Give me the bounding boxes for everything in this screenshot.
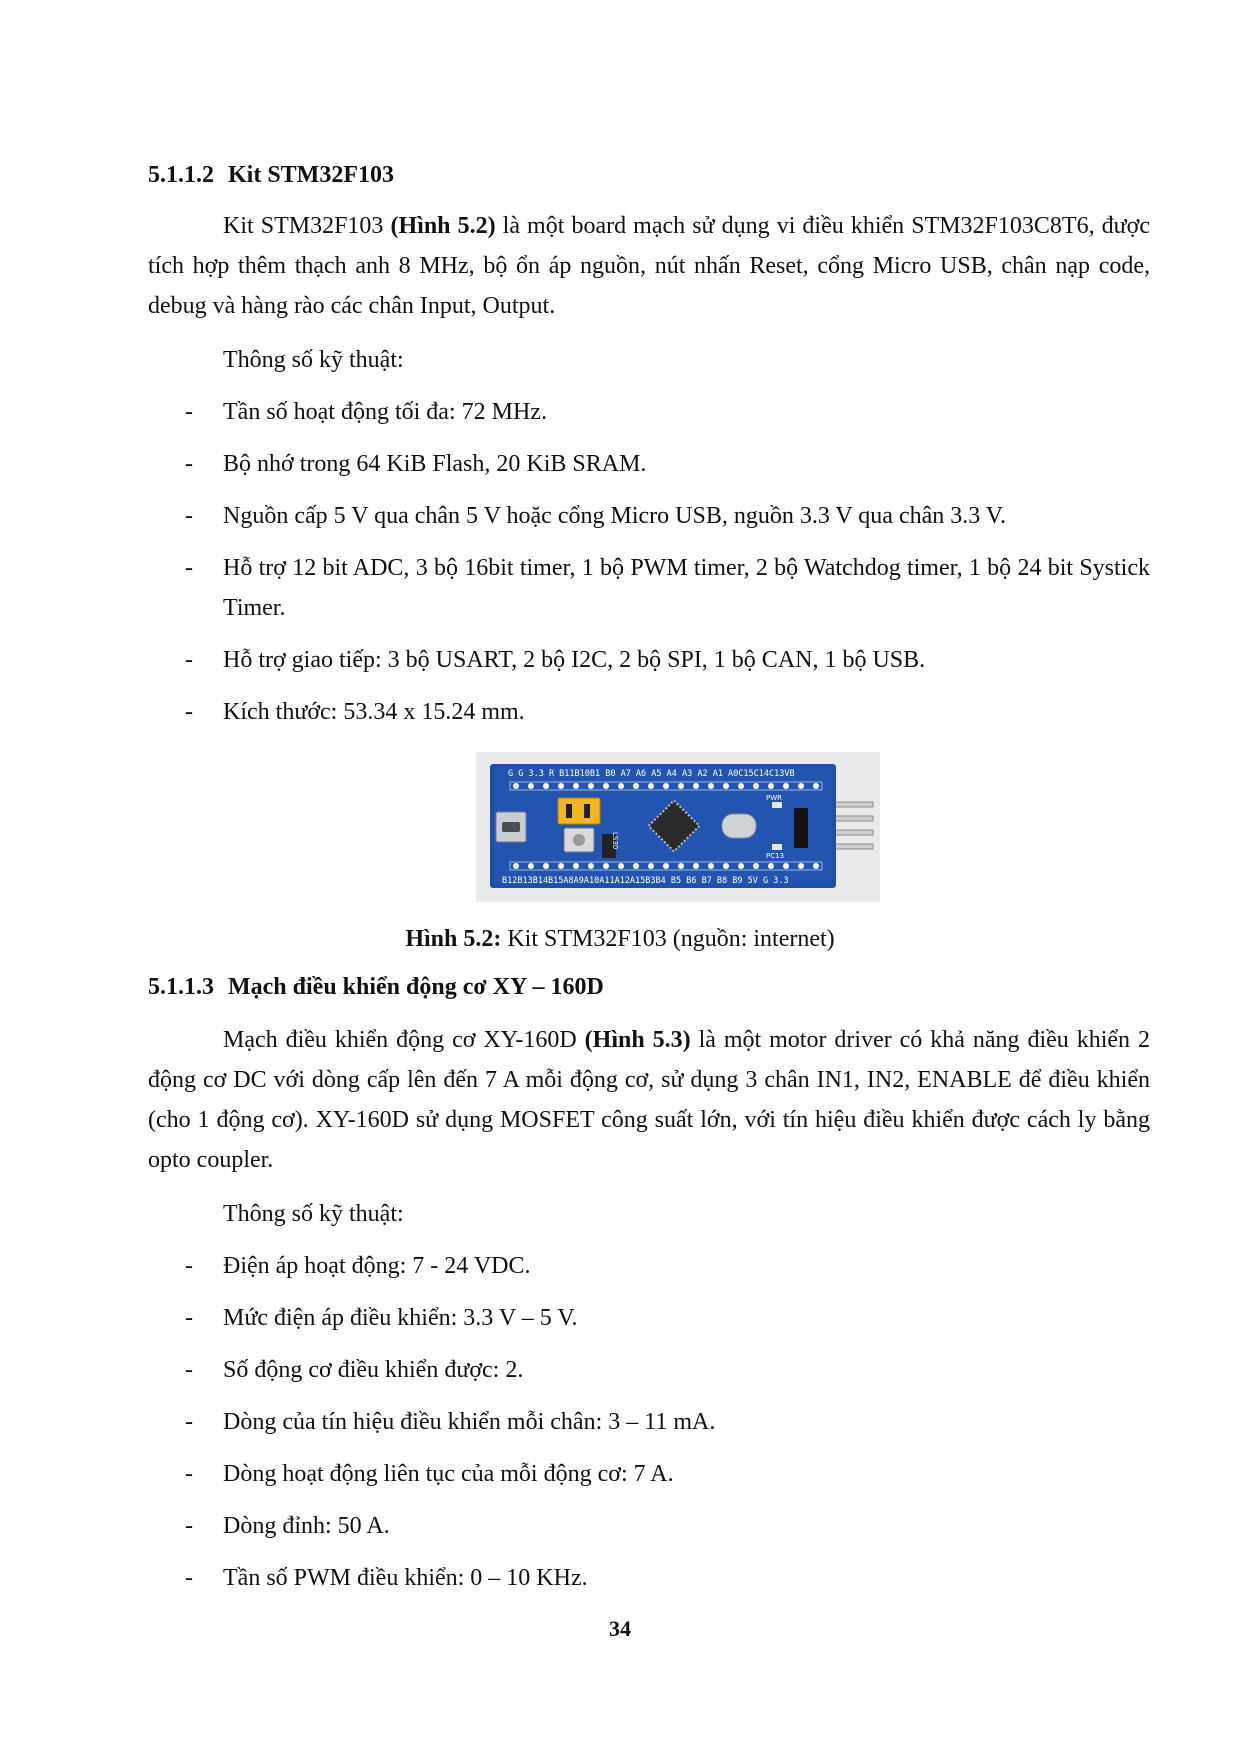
- para-text: Kit STM32F103: [223, 213, 391, 239]
- figure-reference: (Hình 5.2): [390, 213, 496, 239]
- list-item: - Dòng của tín hiệu điều khiển mỗi chân: 3 – 11 mA.: [185, 1409, 716, 1435]
- section-number: 5.1.1.2: [148, 162, 214, 188]
- list-item: - Nguồn cấp 5 V qua chân 5 V hoặc cổng Micro USB, nguồn 3.3 V qua chân 3.3 V.: [185, 503, 1007, 529]
- page-number: 34: [609, 1616, 631, 1641]
- pwr-led-label: PWR: [766, 794, 783, 802]
- driver-spec-list: [148, 1246, 1150, 1598]
- section-title: Kit STM32F103: [228, 162, 394, 188]
- para-text: Mạch điều khiển động cơ XY-160D: [223, 1027, 585, 1053]
- list-item: - Hỗ trợ giao tiếp: 3 bộ USART, 2 bộ I2C, 2 bộ SPI, 1 bộ CAN, 1 bộ USB.: [185, 647, 926, 673]
- stm32-board-figure: [476, 752, 880, 902]
- list-item: - Số động cơ điều khiển được: 2.: [185, 1357, 524, 1383]
- caption-label: Hình 5.2:: [405, 926, 502, 952]
- list-item: - Tần số PWM điều khiển: 0 – 10 KHz.: [185, 1565, 588, 1591]
- chip-label: LS30: [611, 832, 619, 850]
- section-number: 5.1.1.3: [148, 974, 214, 1000]
- kit-spec-list: [148, 392, 1150, 732]
- specs-label: Thông số kỹ thuật:: [223, 347, 404, 373]
- figure-reference: (Hình 5.3): [584, 1027, 691, 1053]
- para-text: là một motor driver có khả năng điều khiển 2 động cơ DC với dòng cấp lên đến 7 A mỗi động cơ, sử dụng 3 chân IN1, IN2, ENABLE để điều khiển (cho 1 động cơ). XY-160D sử dụng MOSFET công suất lớn, với tín hiệu điều khiển được cách ly bằng opto coupler.: [148, 1027, 1150, 1173]
- section-title: Mạch điều khiển động cơ XY – 160D: [228, 974, 604, 1000]
- stm32-board-image: [476, 752, 880, 902]
- list-item: - Kích thước: 53.34 x 15.24 mm.: [185, 699, 525, 725]
- list-item: - Dòng hoạt động liên tục của mỗi động cơ: 7 A.: [185, 1461, 674, 1487]
- list-item: - Tần số hoạt động tối đa: 72 MHz.: [185, 399, 547, 425]
- para-text: là một board mạch sử dụng vi điều khiển STM32F103C8T6, được tích hợp thêm thạch anh 8 MHz, bộ ổn áp nguồn, nút nhấn Reset, cổng Micro USB, chân nạp code, debug và hàng rào các chân Input, Output.: [148, 213, 1150, 319]
- driver-description-paragraph: [148, 1020, 1150, 1180]
- kit-description-paragraph: [148, 206, 1150, 326]
- top-pin-labels: G G 3.3 R B11B10B1 B0 A7 A6 A5 A4 A3 A2 A1 A0C15C14C13VB: [508, 769, 795, 779]
- pc13-led-label: PC13: [766, 852, 785, 860]
- list-item: - Dòng đỉnh: 50 A.: [185, 1513, 390, 1539]
- specs-label: Thông số kỹ thuật:: [223, 1201, 404, 1227]
- section-heading-driver: [148, 974, 604, 1001]
- caption-text: Kit STM32F103 (nguồn: internet): [501, 926, 835, 952]
- list-item: - Bộ nhớ trong 64 KiB Flash, 20 KiB SRAM.: [185, 451, 647, 477]
- bottom-pin-labels: B12B13B14B15A8A9A10A11A12A15B3B4 B5 B6 B7 B8 B9 5V G 3.3: [502, 876, 789, 886]
- list-item: - Điện áp hoạt động: 7 - 24 VDC.: [185, 1253, 531, 1279]
- list-item: - Mức điện áp điều khiển: 3.3 V – 5 V.: [185, 1305, 578, 1331]
- list-item: - Hỗ trợ 12 bit ADC, 3 bộ 16bit timer, 1 bộ PWM timer, 2 bộ Watchdog timer, 1 bộ 24 bit Systick Timer.: [185, 555, 1150, 621]
- figure-caption: [0, 926, 1240, 953]
- section-heading-kit: [148, 162, 394, 189]
